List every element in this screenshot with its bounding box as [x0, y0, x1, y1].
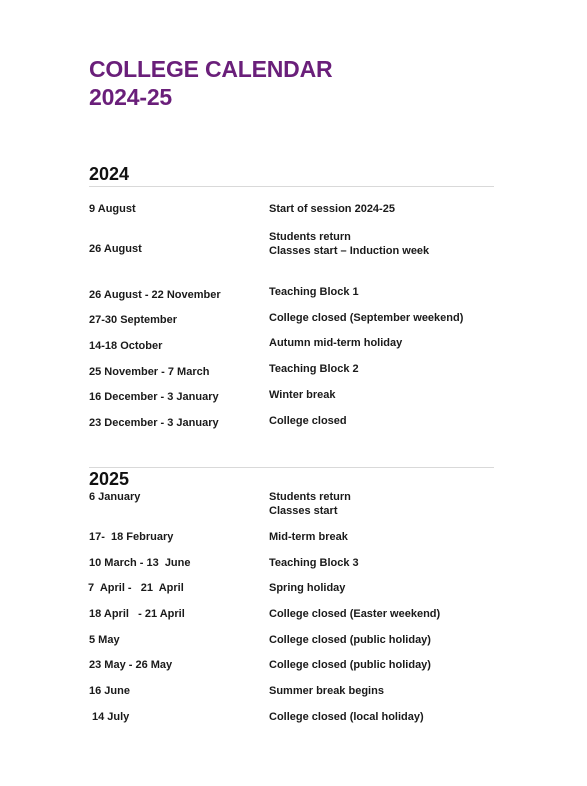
row-event	[269, 388, 336, 402]
row-event	[269, 607, 440, 621]
row-date: 25 November - 7 March	[89, 366, 210, 378]
row-event	[269, 311, 463, 325]
title-line-2: 2024-25	[89, 84, 173, 110]
row-date: 16 December - 3 January	[89, 391, 219, 403]
row-event	[269, 684, 384, 698]
row-date: 16 June	[89, 685, 130, 697]
row-date: 26 August	[89, 243, 142, 255]
event-line: Teaching Block 2	[269, 363, 359, 375]
event-line: Classes start	[269, 505, 338, 517]
event-line: College closed (Easter weekend)	[269, 608, 441, 620]
event-line: College closed (local holiday)	[269, 711, 424, 723]
page-title	[89, 55, 332, 111]
title-line-1: COLLEGE CALENDAR	[89, 56, 333, 82]
section-2024	[89, 164, 494, 429]
row-event	[269, 633, 431, 647]
row-event	[269, 658, 431, 672]
year-heading: 2025	[89, 469, 130, 489]
event-line: Teaching Block 3	[269, 557, 359, 569]
event-line: College closed (public holiday)	[269, 634, 431, 646]
event-line: Students return	[269, 231, 351, 243]
event-line: Classes start – Induction week	[269, 245, 430, 257]
event-line: College closed (public holiday)	[269, 659, 431, 671]
row-date: 7 April - 21 April	[88, 582, 184, 594]
event-line: College closed (September weekend)	[269, 312, 464, 324]
row-event	[269, 336, 402, 350]
divider	[89, 186, 494, 187]
row-date: 14-18 October	[89, 340, 163, 352]
event-line: Start of session 2024-25	[269, 203, 395, 215]
row-date: 18 April - 21 April	[89, 608, 185, 620]
row-date: 17- 18 February	[89, 531, 174, 543]
section-2025	[88, 469, 494, 723]
row-event	[269, 285, 359, 299]
year-heading: 2024	[89, 164, 130, 184]
event-line: Students return	[269, 491, 351, 503]
event-line: Spring holiday	[269, 582, 346, 594]
event-line: Winter break	[269, 389, 336, 401]
row-date: 23 December - 3 January	[89, 417, 219, 429]
event-line: College closed	[269, 415, 347, 427]
row-date: 26 August - 22 November	[89, 289, 221, 301]
row-date: 14 July	[92, 711, 130, 723]
event-line: Summer break begins	[269, 685, 384, 697]
row-event	[269, 414, 347, 428]
row-event	[269, 202, 395, 216]
row-event	[269, 362, 359, 376]
row-date: 10 March - 13 June	[89, 557, 191, 569]
row-date: 23 May - 26 May	[89, 659, 173, 671]
row-event	[269, 710, 424, 724]
row-event	[269, 581, 345, 595]
row-date: 5 May	[89, 634, 120, 646]
row-event	[269, 556, 359, 570]
event-line: Teaching Block 1	[269, 286, 359, 298]
row-event	[269, 230, 429, 258]
divider	[89, 467, 494, 468]
row-date: 9 August	[89, 203, 136, 215]
row-date: 6 January	[89, 491, 141, 503]
row-event	[269, 490, 351, 518]
event-line: Mid-term break	[269, 531, 348, 543]
event-line: Autumn mid-term holiday	[269, 337, 403, 349]
row-date: 27-30 September	[89, 314, 178, 326]
row-event	[269, 530, 348, 544]
